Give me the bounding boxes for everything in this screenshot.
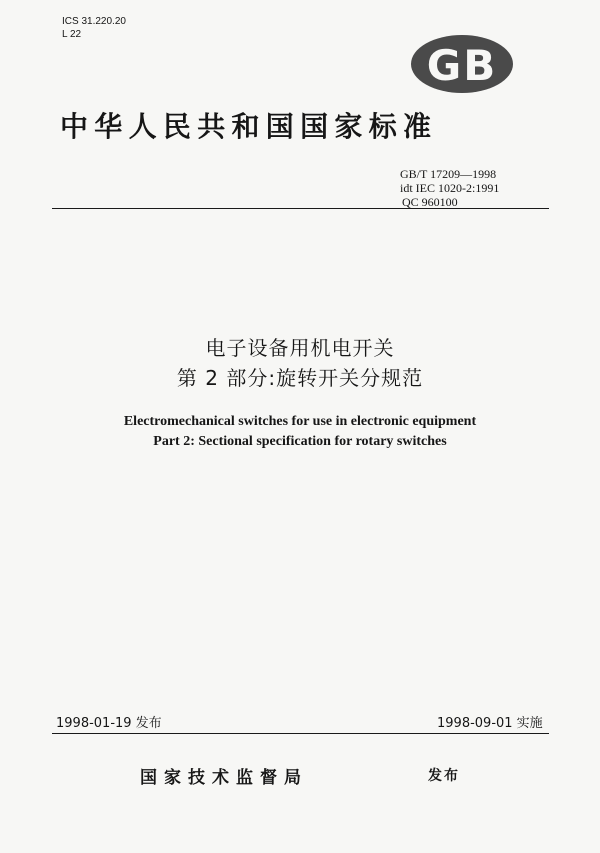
english-title-line1: Electromechanical switches for use in electronic equipment: [123, 414, 477, 429]
issue-label: 发布: [428, 768, 460, 784]
issue-date: 1998-01-19 发布: [56, 716, 162, 731]
header-divider: [52, 208, 549, 209]
gb-logo: [410, 34, 514, 94]
effective-date: 1998-09-01 实施: [437, 716, 543, 731]
ics-code: ICS 31.220.20: [62, 16, 126, 27]
english-title-line2: Part 2: Sectional specification for rotary switches: [153, 434, 447, 449]
footer-divider: [52, 733, 549, 734]
classification-code: L 22: [62, 29, 82, 40]
standard-title: 中华人民共和国国家标准: [60, 110, 438, 143]
issuing-authority: 国家技术监督局: [140, 768, 308, 788]
chinese-title-line2: 第 2 部分:旋转开关分规范: [176, 366, 424, 390]
gb-logo-text: GB: [426, 41, 498, 90]
ics-block: [62, 15, 126, 41]
qc-number: QC 960100: [402, 195, 458, 209]
gb-number: GB/T 17209—1998: [400, 167, 497, 181]
iec-equivalent: idt IEC 1020-2:1991: [400, 181, 500, 195]
standard-codes: [400, 167, 499, 209]
chinese-title-line1: 电子设备用机电开关: [205, 336, 395, 360]
